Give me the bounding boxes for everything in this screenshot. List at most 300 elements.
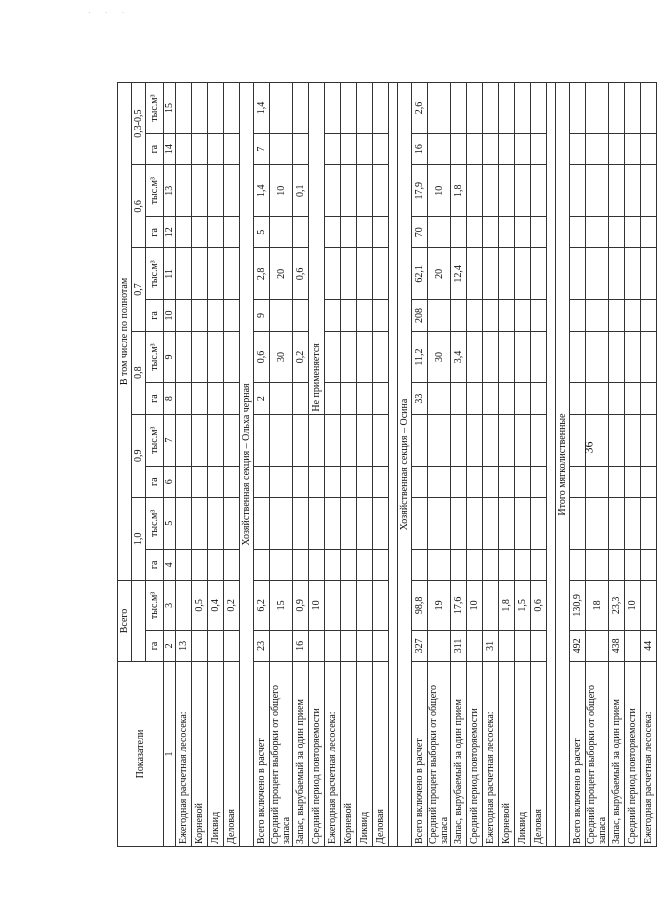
table-cell (625, 331, 641, 383)
table-row (192, 83, 208, 847)
row-label: Средний период повторяемости (625, 662, 641, 847)
table-cell (208, 414, 224, 466)
table-row (586, 83, 609, 847)
unit-ha-header: га (146, 466, 164, 497)
table-cell (483, 300, 499, 331)
row-label: Средний период повторяемости (467, 662, 483, 847)
table-cell (341, 497, 357, 549)
table-cell (515, 134, 531, 165)
table-cell (570, 414, 586, 466)
table-cell: 2,8 (254, 248, 270, 300)
table-cell (570, 497, 586, 549)
table-row (515, 83, 531, 847)
column-number: 15 (164, 83, 176, 134)
table-cell (412, 549, 428, 580)
table-cell (483, 165, 499, 217)
table-cell (641, 580, 657, 630)
table-row (625, 83, 641, 847)
table-cell (641, 83, 657, 134)
table-cell: 0,6 (254, 331, 270, 383)
table-cell (531, 331, 547, 383)
table-cell (531, 383, 547, 414)
unit-volume-header: тыс.м³ (146, 331, 164, 383)
table-cell (293, 497, 309, 549)
table-cell (325, 383, 341, 414)
table-cell (325, 466, 341, 497)
table-cell: 20 (428, 248, 451, 300)
table-cell (341, 466, 357, 497)
row-label: Всего включено в расчет (412, 662, 428, 847)
table-cell (325, 217, 341, 248)
table-cell (451, 549, 467, 580)
table-cell (609, 300, 625, 331)
table-cell (451, 414, 467, 466)
table-cell: 30 (428, 331, 451, 383)
table-cell (325, 134, 341, 165)
table-cell (586, 134, 609, 165)
density-header: 0,9 (132, 414, 146, 497)
table-cell: 5 (254, 217, 270, 248)
table-row (428, 83, 451, 847)
table-row (467, 83, 483, 847)
table-cell (609, 165, 625, 217)
section-title: Хозяйственная секция – Ольха черная (240, 83, 254, 847)
table-cell (467, 331, 483, 383)
table-cell (325, 580, 341, 630)
table-cell (586, 497, 609, 549)
section-title: Итого мягколиственные (556, 83, 570, 847)
table-cell (357, 466, 373, 497)
table-cell (625, 630, 641, 661)
section-title-row (556, 83, 570, 847)
table-cell: 15 (270, 580, 293, 630)
table-row (309, 83, 325, 847)
table-cell: 30 (270, 331, 293, 383)
table-cell: 16 (293, 630, 309, 661)
column-number: 13 (164, 165, 176, 217)
row-label: Средний процент выборки от общего запаса (586, 662, 609, 847)
row-label: Ликвид (515, 662, 531, 847)
table-cell (208, 331, 224, 383)
table-cell (357, 300, 373, 331)
table-cell (373, 630, 389, 661)
table-cell (467, 165, 483, 217)
table-cell (309, 497, 325, 549)
table-cell: 31 (483, 630, 499, 661)
table-cell (341, 248, 357, 300)
table-cell (586, 83, 609, 134)
table-cell (586, 414, 609, 466)
table-row (208, 83, 224, 847)
table-cell (586, 331, 609, 383)
table-cell (325, 414, 341, 466)
table-cell (192, 414, 208, 466)
table-cell (192, 497, 208, 549)
density-header: 1,0 (132, 497, 146, 580)
column-number: 8 (164, 383, 176, 414)
table-cell (341, 134, 357, 165)
table-cell (428, 549, 451, 580)
table-cell (293, 300, 309, 331)
table-cell (467, 248, 483, 300)
table-cell (270, 217, 293, 248)
table-cell (192, 217, 208, 248)
table-cell (208, 134, 224, 165)
page-number: 36 (581, 441, 596, 454)
table-cell (641, 165, 657, 217)
not-applicable-note: Не применяется (309, 83, 325, 415)
table-cell (373, 549, 389, 580)
table-cell: 0,2 (224, 580, 240, 630)
column-number: 9 (164, 331, 176, 383)
table-cell (483, 83, 499, 134)
table-cell (270, 300, 293, 331)
table-cell (224, 497, 240, 549)
table-cell (515, 300, 531, 331)
table-cell (373, 497, 389, 549)
row-label: Корневой (499, 662, 515, 847)
table-cell (176, 165, 192, 217)
column-number: 12 (164, 217, 176, 248)
table-cell: 70 (412, 217, 428, 248)
table-cell: 17,6 (451, 580, 467, 630)
table-cell (515, 466, 531, 497)
table-cell (451, 497, 467, 549)
table-cell (270, 134, 293, 165)
table-cell (531, 414, 547, 466)
table-row (224, 83, 240, 847)
table-cell (224, 300, 240, 331)
table-cell (609, 331, 625, 383)
table-cell (176, 331, 192, 383)
table-cell (641, 300, 657, 331)
table-cell: 3,4 (451, 331, 467, 383)
table-cell (483, 248, 499, 300)
unit-ha-header: га (146, 549, 164, 580)
table-cell (357, 497, 373, 549)
table-cell (224, 414, 240, 466)
table-cell (176, 466, 192, 497)
table-cell (293, 383, 309, 414)
table-cell (309, 414, 325, 466)
table-cell: 0,2 (293, 331, 309, 383)
table-cell (625, 549, 641, 580)
table-cell (176, 497, 192, 549)
table-cell: 2,6 (412, 83, 428, 134)
table-cell (176, 300, 192, 331)
table-cell (641, 331, 657, 383)
table-cell (467, 83, 483, 134)
table-cell (483, 549, 499, 580)
table-cell (270, 497, 293, 549)
unit-ha-header: га (146, 383, 164, 414)
table-cell (208, 248, 224, 300)
table-cell (586, 248, 609, 300)
table-cell (192, 134, 208, 165)
row-label: Корневой (341, 662, 357, 847)
row-label: Деловая (373, 662, 389, 847)
table-cell: 1,5 (515, 580, 531, 630)
table-cell (254, 497, 270, 549)
table-cell (451, 217, 467, 248)
table-cell (586, 630, 609, 661)
total-subheader-blank (132, 580, 146, 661)
table-cell (428, 383, 451, 414)
unit-ha-header: га (146, 630, 164, 661)
unit-volume-header: тыс.м³ (146, 414, 164, 466)
table-cell (428, 497, 451, 549)
table-cell (254, 466, 270, 497)
table-cell (586, 217, 609, 248)
table-row (293, 83, 309, 847)
table-cell (625, 414, 641, 466)
section-title: Хозяйственная секция – Осина (398, 83, 412, 847)
table-row (483, 83, 499, 847)
table-cell: 1,4 (254, 165, 270, 217)
table-cell (224, 165, 240, 217)
table-cell (208, 497, 224, 549)
table-cell (293, 134, 309, 165)
table-cell (357, 580, 373, 630)
table-cell (341, 630, 357, 661)
table-row (499, 83, 515, 847)
table-cell (176, 134, 192, 165)
table-cell (270, 466, 293, 497)
table-cell: 492 (570, 630, 586, 661)
unit-volume-header: тыс.м³ (146, 497, 164, 549)
table-cell (192, 466, 208, 497)
table-cell (570, 83, 586, 134)
table-cell (325, 248, 341, 300)
row-label: Деловая (531, 662, 547, 847)
row-label: Запас, вырубаемый за один прием (293, 662, 309, 847)
table-cell (341, 549, 357, 580)
table-cell (192, 83, 208, 134)
table-row (570, 83, 586, 847)
table-cell (341, 217, 357, 248)
table-cell: 6,2 (254, 580, 270, 630)
table-cell (357, 331, 373, 383)
row-label: Ликвид (208, 662, 224, 847)
table-cell: 438 (609, 630, 625, 661)
table-cell (224, 83, 240, 134)
table-cell (341, 414, 357, 466)
table-cell (176, 248, 192, 300)
table-cell (641, 414, 657, 466)
table-cell (224, 466, 240, 497)
table-cell (224, 383, 240, 414)
row-label: Запас, вырубаемый за один прием (451, 662, 467, 847)
table-cell (357, 383, 373, 414)
scan-specks: · · · (88, 8, 131, 17)
table-cell (515, 248, 531, 300)
density-header: 0,7 (132, 248, 146, 331)
table-cell (531, 83, 547, 134)
table-cell (373, 134, 389, 165)
table-cell (483, 580, 499, 630)
table-cell (357, 549, 373, 580)
table-cell (467, 549, 483, 580)
table-cell (373, 83, 389, 134)
table-cell (499, 630, 515, 661)
table-cell: 1,4 (254, 83, 270, 134)
table-cell (467, 466, 483, 497)
table-cell: 10 (270, 165, 293, 217)
table-cell (412, 466, 428, 497)
table-cell (208, 83, 224, 134)
table-cell (293, 83, 309, 134)
table-cell (325, 331, 341, 383)
table-cell (341, 331, 357, 383)
table-cell: 10 (309, 580, 325, 630)
table-cell (483, 217, 499, 248)
table-cell (270, 414, 293, 466)
table-cell (515, 630, 531, 661)
unit-ha-header: га (146, 300, 164, 331)
density-header: 0,3-0,5 (132, 83, 146, 165)
table-cell (451, 134, 467, 165)
table-cell (570, 383, 586, 414)
table-cell (192, 549, 208, 580)
table-cell (586, 466, 609, 497)
table-cell: 33 (412, 383, 428, 414)
table-cell (325, 497, 341, 549)
table-cell (499, 497, 515, 549)
table-cell: 10 (467, 580, 483, 630)
table-cell (570, 134, 586, 165)
table-cell (428, 466, 451, 497)
table-row (270, 83, 293, 847)
table-cell (467, 414, 483, 466)
table-cell: 130,9 (570, 580, 586, 630)
table-cell: 12,4 (451, 248, 467, 300)
table-cell (208, 165, 224, 217)
table-cell (570, 300, 586, 331)
column-number: 4 (164, 549, 176, 580)
table-cell (428, 300, 451, 331)
table-cell: 19 (428, 580, 451, 630)
table-cell (192, 630, 208, 661)
table-cell (176, 414, 192, 466)
table-cell (625, 248, 641, 300)
table-row (412, 83, 428, 847)
table-cell (176, 83, 192, 134)
table-cell (428, 134, 451, 165)
table-cell (325, 549, 341, 580)
row-label: Всего включено в расчет (254, 662, 270, 847)
table-cell: 0,9 (293, 580, 309, 630)
table-cell (467, 497, 483, 549)
table-cell (224, 630, 240, 661)
table-cell (208, 300, 224, 331)
table-cell (254, 414, 270, 466)
table-cell (570, 331, 586, 383)
table-row (373, 83, 389, 847)
table-cell (176, 217, 192, 248)
unit-ha-header: га (146, 217, 164, 248)
table-cell (467, 300, 483, 331)
row-label: Средний процент выборки от общего запаса (428, 662, 451, 847)
table-cell (609, 248, 625, 300)
table-cell (483, 414, 499, 466)
table-cell (357, 83, 373, 134)
unit-volume-header: тыс.м³ (146, 83, 164, 134)
table-cell: 0,1 (293, 165, 309, 217)
table-cell: 17,9 (412, 165, 428, 217)
table-cell (499, 83, 515, 134)
table-cell (499, 383, 515, 414)
table-cell (208, 466, 224, 497)
table-cell (373, 248, 389, 300)
table-cell (270, 383, 293, 414)
table-cell (499, 466, 515, 497)
table-cell (270, 549, 293, 580)
table-cell (625, 466, 641, 497)
table-cell (357, 165, 373, 217)
table-row (531, 83, 547, 847)
table-cell: 0,5 (192, 580, 208, 630)
table-cell (483, 466, 499, 497)
table-cell (499, 414, 515, 466)
table-cell: 311 (451, 630, 467, 661)
table-row (609, 83, 625, 847)
table-cell (451, 466, 467, 497)
table-cell (531, 300, 547, 331)
table-cell (515, 331, 531, 383)
table-cell (499, 134, 515, 165)
table-cell (586, 383, 609, 414)
table-cell (341, 580, 357, 630)
table-cell (341, 383, 357, 414)
table-cell (373, 217, 389, 248)
table-cell (641, 466, 657, 497)
table-cell (325, 165, 341, 217)
table-cell (176, 383, 192, 414)
table-cell (570, 165, 586, 217)
table-cell (531, 248, 547, 300)
table-cell (467, 134, 483, 165)
table-cell (570, 248, 586, 300)
cuttings-table (117, 82, 657, 847)
section-title-row (240, 83, 254, 847)
table-cell (428, 217, 451, 248)
row-label: Средний процент выборки от общего запаса (270, 662, 293, 847)
table-cell (499, 165, 515, 217)
table-cell (531, 497, 547, 549)
spacer-row (389, 83, 398, 847)
table-cell (515, 383, 531, 414)
table-cell (325, 630, 341, 661)
column-number: 2 (164, 630, 176, 661)
table-cell: 208 (412, 300, 428, 331)
table-cell (609, 549, 625, 580)
table-cell (325, 300, 341, 331)
table-cell (609, 497, 625, 549)
table-cell (270, 630, 293, 661)
column-number: 1 (164, 662, 176, 847)
table-cell (515, 83, 531, 134)
unit-volume-header: тыс.м³ (146, 580, 164, 630)
table-cell (625, 217, 641, 248)
row-label: Запас, вырубаемый за один прием (609, 662, 625, 847)
table-cell (373, 466, 389, 497)
table-cell (499, 217, 515, 248)
table-cell (270, 83, 293, 134)
table-row (325, 83, 341, 847)
table-cell: 327 (412, 630, 428, 661)
table-cell: 10 (428, 165, 451, 217)
by-density-header: В том числе по полнотам (118, 83, 132, 581)
